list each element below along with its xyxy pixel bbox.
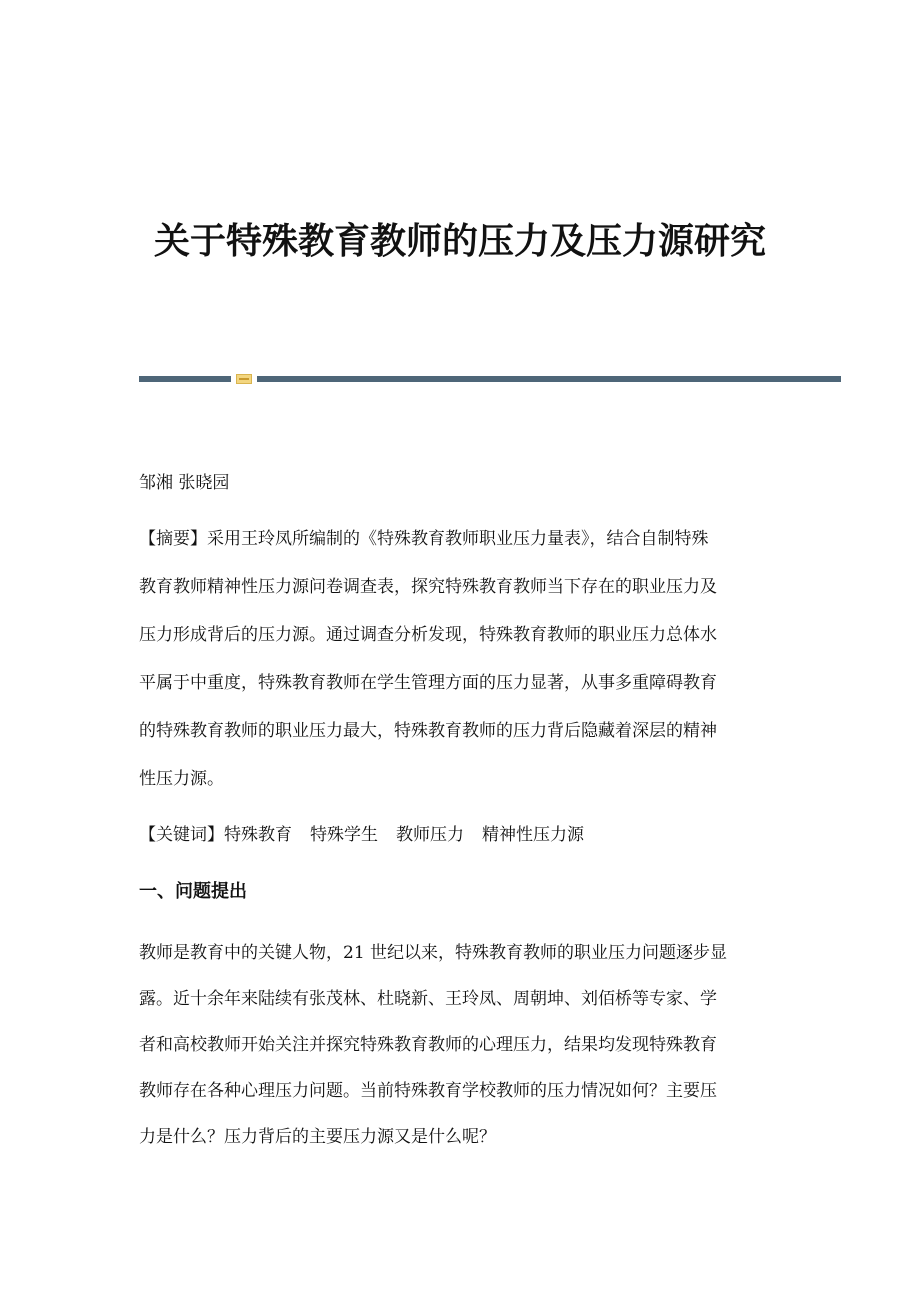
divider-bar-right [257,376,841,382]
body-line: 者和高校教师开始关注并探究特殊教育教师的心理压力，结果均发现特殊教育 [139,1035,717,1055]
body-line: 力是什么？压力背后的主要压力源又是什么呢？ [139,1127,496,1147]
section-heading: 一、问题提出 [139,881,247,902]
keyword-item: 特殊学生 [310,825,378,845]
keywords [139,824,779,847]
body-line: 教师存在各种心理压力问题。当前特殊教育学校教师的压力情况如何？主要压 [139,1081,717,1101]
keyword-item: 教师压力 [396,825,464,845]
body-line: 教师是教育中的关键人物，21 世纪以来，特殊教育教师的职业压力问题逐步显 [139,943,728,963]
divider-ornament-icon [236,374,252,384]
divider-bar-left [139,376,231,382]
keywords-label: 【关键词】 [139,825,224,845]
abstract-line: 性压力源。 [139,769,224,789]
body-line: 露。近十余年来陆续有张茂林、杜晓新、王玲凤、周朝坤、刘佰桥等专家、学 [139,989,717,1009]
keyword-item: 精神性压力源 [482,825,584,845]
authors: 邹湘 张晓园 [139,473,230,493]
abstract-line: 的特殊教育教师的职业压力最大，特殊教育教师的压力背后隐藏着深层的精神 [139,721,717,741]
section-body [139,942,779,1149]
document-title: 关于特殊教育教师的压力及压力源研究 [153,221,766,262]
keyword-item: 特殊教育 [224,825,292,845]
abstract [139,528,779,791]
title-divider [139,374,841,384]
abstract-line: 教育教师精神性压力源问卷调查表，探究特殊教育教师当下存在的职业压力及 [139,577,717,597]
abstract-line: 压力形成背后的压力源。通过调查分析发现，特殊教育教师的职业压力总体水 [139,625,717,645]
abstract-line: 平属于中重度，特殊教育教师在学生管理方面的压力显著，从事多重障碍教育 [139,673,717,693]
abstract-line: 【摘要】采用王玲凤所编制的《特殊教育教师职业压力量表》，结合自制特殊 [139,529,709,549]
